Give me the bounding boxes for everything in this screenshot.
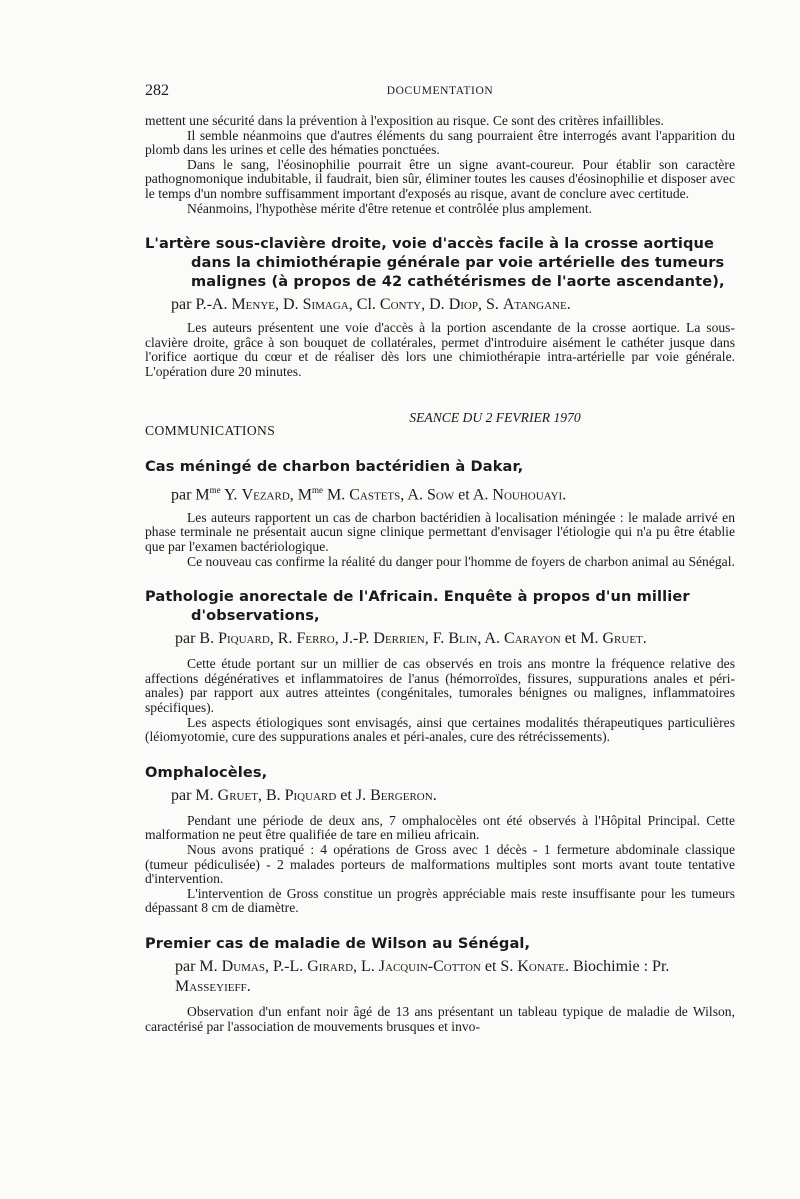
intro-text (145, 114, 735, 216)
section-heading: COMMUNICATIONS (145, 422, 276, 438)
article-abstract: Les aspects étiologiques sont envisagés, ainsi que certaines modalités thérapeutiques particulières (léiomyotomie, cure des suppurations anales et péri-anales, cure des rétrécissements). (145, 714, 735, 745)
author-surname: Menye (231, 296, 276, 314)
article-anthrax (145, 457, 735, 570)
article-title: Premier cas de maladie de Wilson au Sénégal, (145, 934, 531, 952)
article-omphalocele (145, 763, 735, 916)
article-authors: par M. Dumas, P.-L. Girard, L. Jacquin-Cotton et S. Konate. Biochimie : Pr. Masseyieff. (175, 957, 670, 995)
running-head (145, 82, 735, 104)
article-abstract: Les auteurs présentent une voie d'accès à la portion ascendante de la crosse aortique. La sous-clavière droite, grâce à son bouquet de collatérales, permet d'introduire aisément le cathéter jusque dans l'orifice aortique du cœur et de réaliser dès lors une chimiothérapie intra-artérielle par voie générale. L'opération dure 20 minutes. (145, 320, 735, 379)
article-title: Omphalocèles, (145, 763, 268, 781)
article-abstract: Nous avons pratiqué : 4 opérations de Gross avec 1 décès - 1 fermeture abdominale classique (tumeur pédiculisée) - 2 malades porteurs de malformations multiples sont morts avant toute tentative d'intervention. (145, 841, 735, 887)
header-title: DOCUMENTATION (386, 85, 494, 97)
author-surname: Simaga (302, 296, 349, 314)
article-authors: par P.-A. Menye, D. Simaga, Cl. Conty, D. Diop, S. Atangane. (171, 296, 571, 314)
author-surname: Conty (379, 296, 422, 314)
article-abstract: L'intervention de Gross constitue un progrès appréciable mais reste insuffisante pour les tumeurs dépassant 8 cm de diamètre. (145, 885, 735, 916)
session-heading: SEANCE DU 2 FEVRIER 1970 (409, 409, 581, 425)
article-wilson (145, 934, 735, 1034)
page (145, 82, 735, 1034)
article-authors: par B. Piquard, R. Ferro, J.-P. Derrien, F. Blin, A. Carayon et M. Gruet. (175, 630, 647, 648)
article-title: Pathologie anorectale de l'Africain. Enquête à propos d'un millier d'observations, (145, 588, 690, 625)
article-subclavian (145, 234, 735, 379)
intro-paragraph-3: Dans le sang, l'éosinophilie pourrait être un signe avant-coureur. Pour établir son caractère pathognomonique indubitable, il faudrait, bien sûr, éliminer toutes les causes d'éosinophilie et disposer avec le temps d'un nombre suffisamment important d'exposés au risque, avant de conclure avec certitude. (145, 156, 735, 201)
page-number: 282 (145, 82, 169, 99)
article-abstract: Ce nouveau cas confirme la réalité du danger pour l'homme de foyers de charbon animal au Sénégal. (187, 553, 735, 569)
article-abstract: Les auteurs rapportent un cas de charbon bactéridien à localisation méningée : le malade arrivé en phase terminale ne présentait aucun signe clinique permettant d'envisager l'étiologie qui n'a pu être établie que par l'examen bactériologique. (145, 509, 735, 555)
article-title: Cas méningé de charbon bactéridien à Dakar, (145, 457, 524, 475)
article-authors: par M. Gruet, B. Piquard et J. Bergeron. (171, 786, 437, 804)
article-abstract: Pendant une période de deux ans, 7 omphalocèles ont été observés à l'Hôpital Principal. Cette malformation ne peut être qualifiée de tare en milieu africain. (145, 812, 735, 843)
intro-paragraph-4: Néanmoins, l'hypothèse mérite d'être retenue et contrôlée plus amplement. (187, 200, 593, 216)
intro-paragraph-1: mettent une sécurité dans la prévention à l'exposition au risque. Ce sont des critères infaillibles. (145, 113, 664, 128)
author-surname: Atangane (502, 296, 567, 314)
intro-paragraph-2: Il semble néanmoins que d'autres éléments du sang pourraient être interrogés avant l'apparition du plomb dans les urines et celle des hématies ponctuées. (145, 127, 735, 158)
article-abstract: Cette étude portant sur un millier de cas observés en trois ans montre la fréquence relative des affections dégénératives et inflammatoires de l'anus (hémorroïdes, fissures, suppurations anales et péri-anales) par rapport aux autres atteintes (congénitales, tumorales bénignes ou malignes, inflammatoires spécifiques). (145, 656, 735, 716)
article-authors: par $M^{me}$ Y. Vezard, $M^{me}$ M. Castets, A. Sow et A. Nouhouayi. (171, 484, 567, 503)
article-abstract: Observation d'un enfant noir âgé de 13 ans présentant un tableau typique de maladie de Wilson, caractérisé par l'association de mouvements brusques et invo- (145, 1003, 735, 1034)
author-surname: Diop (448, 296, 478, 314)
article-anorectal (145, 587, 735, 745)
article-title: L'artère sous-clavière droite, voie d'accès facile à la crosse aortique dans la chimiothérapie générale par voie artérielle des tumeurs malignes (à propos de 42 cathétérismes de l'aorte ascendante), (145, 235, 725, 291)
